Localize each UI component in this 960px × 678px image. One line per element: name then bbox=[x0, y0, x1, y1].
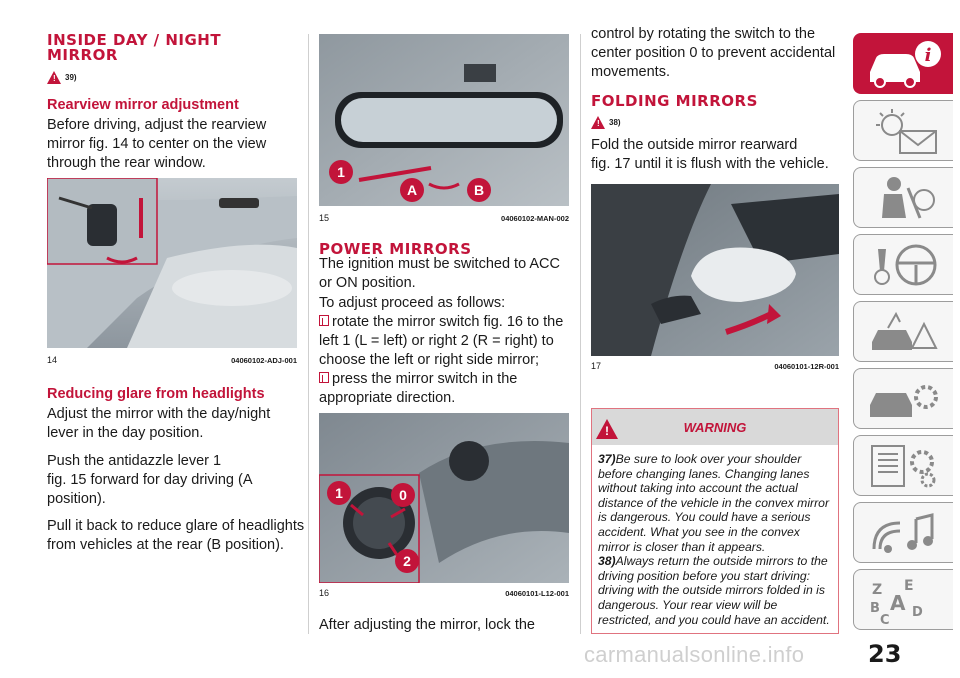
warning-header bbox=[592, 409, 838, 445]
figure-14-mirror-adjust bbox=[47, 178, 297, 348]
paragraph: Before driving, adjust the rearview mirror fig. 14 to center on the view through the rear window. bbox=[47, 117, 267, 171]
tab-safety[interactable] bbox=[853, 167, 953, 228]
callout-b: B bbox=[473, 182, 485, 198]
paragraph: Pull it back to reduce glare of headlights from vehicles at the rear (B position). bbox=[47, 518, 305, 553]
index-icon bbox=[866, 576, 946, 624]
warning-triangle-icon: ! bbox=[596, 419, 618, 439]
warning-triangle-icon: ! bbox=[47, 71, 61, 84]
subheading-rearview-adjustment: Rearview mirror adjustment bbox=[47, 97, 239, 113]
bullet-marker-icon bbox=[319, 315, 329, 326]
callout-0: 0 bbox=[399, 487, 407, 503]
safety-airbag-icon bbox=[866, 174, 946, 222]
warning-lights-icon bbox=[866, 107, 946, 155]
callout-1: 1 bbox=[335, 485, 343, 501]
bullet-marker-icon bbox=[319, 372, 329, 383]
section-title-folding-mirrors: FOLDING MIRRORS bbox=[591, 92, 758, 110]
paragraph: To adjust proceed as follows: bbox=[319, 295, 506, 311]
emergency-icon bbox=[866, 308, 946, 356]
paragraph: Fold the outside mirror rearward fig. 17 until it is flush with the vehicle. bbox=[591, 137, 829, 172]
warning-reference: ! 39) bbox=[47, 71, 107, 85]
car-info-icon bbox=[866, 40, 946, 88]
tab-warning-lights[interactable] bbox=[853, 100, 953, 161]
page-number: 23 bbox=[868, 640, 902, 668]
bullet-item: rotate the mirror switch fig. 16 to the left 1 (L = left) or right 2 (R = right) to choose the left or right side mirror; bbox=[319, 314, 564, 368]
figure-17-folding-mirror bbox=[591, 184, 839, 356]
tab-multimedia[interactable] bbox=[853, 502, 953, 563]
svg-text:Z: Z bbox=[872, 582, 883, 598]
svg-text:E: E bbox=[904, 578, 914, 594]
bullet-item: press the mirror switch in the appropriate direction. bbox=[319, 371, 518, 406]
callout-1: 1 bbox=[337, 164, 345, 180]
chapter-sidebar bbox=[853, 33, 953, 636]
svg-text:D: D bbox=[912, 605, 923, 620]
callout-2: 2 bbox=[403, 553, 411, 569]
subheading-reducing-glare: Reducing glare from headlights bbox=[47, 386, 265, 402]
warning-text: 37)Be sure to look over your shoulder before changing lanes. Changing lanes without taking into account the actual distance of the vehicle in the convex mirror is dangerous. You could have a serious accident. What you see in the convex mirror is closer than it appears. 38)Always return the outside mirrors to the driving position before you start driving: driving with the outside mirrors folded in is dangerous. Your rear view will be restricted, and you could have an accident. bbox=[598, 452, 830, 627]
tab-maintenance[interactable] bbox=[853, 368, 953, 429]
tab-starting-driving[interactable] bbox=[853, 234, 953, 295]
warning-reference: ! 38) bbox=[591, 116, 651, 130]
section-title-day-night-mirror: INSIDE DAY / NIGHT MIRROR bbox=[47, 31, 222, 64]
multimedia-icon bbox=[866, 509, 946, 557]
warning-title: WARNING bbox=[683, 420, 747, 435]
figure-16-mirror-switch bbox=[319, 413, 569, 583]
watermark: carmanualsonline.info bbox=[584, 642, 805, 667]
paragraph: After adjusting the mirror, lock the bbox=[319, 617, 535, 633]
figure-15-antidazzle-lever bbox=[319, 34, 569, 206]
steering-start-icon bbox=[866, 241, 946, 289]
tab-technical-data[interactable] bbox=[853, 435, 953, 496]
tab-index[interactable] bbox=[853, 569, 953, 630]
paragraph: The ignition must be switched to ACC or ON position. bbox=[319, 256, 560, 291]
svg-text:B: B bbox=[870, 601, 880, 616]
svg-text:i: i bbox=[924, 45, 932, 66]
callout-a: A bbox=[406, 182, 418, 198]
paragraph: Push the antidazzle lever 1 fig. 15 forward for day driving (A position). bbox=[47, 453, 253, 507]
tab-car-info[interactable] bbox=[853, 33, 953, 94]
column-divider bbox=[580, 34, 581, 634]
warning-triangle-icon: ! bbox=[591, 116, 605, 129]
tab-emergency[interactable] bbox=[853, 301, 953, 362]
svg-text:A: A bbox=[890, 591, 906, 615]
warning-box bbox=[591, 408, 839, 634]
maintenance-icon bbox=[866, 375, 946, 423]
tech-data-icon bbox=[866, 442, 946, 490]
svg-text:C: C bbox=[880, 613, 890, 624]
paragraph: control by rotating the switch to the center position 0 to prevent accidental movements. bbox=[591, 26, 836, 80]
section-title-power-mirrors: POWER MIRRORS bbox=[319, 240, 472, 258]
paragraph: Adjust the mirror with the day/night lever in the day position. bbox=[47, 406, 271, 441]
